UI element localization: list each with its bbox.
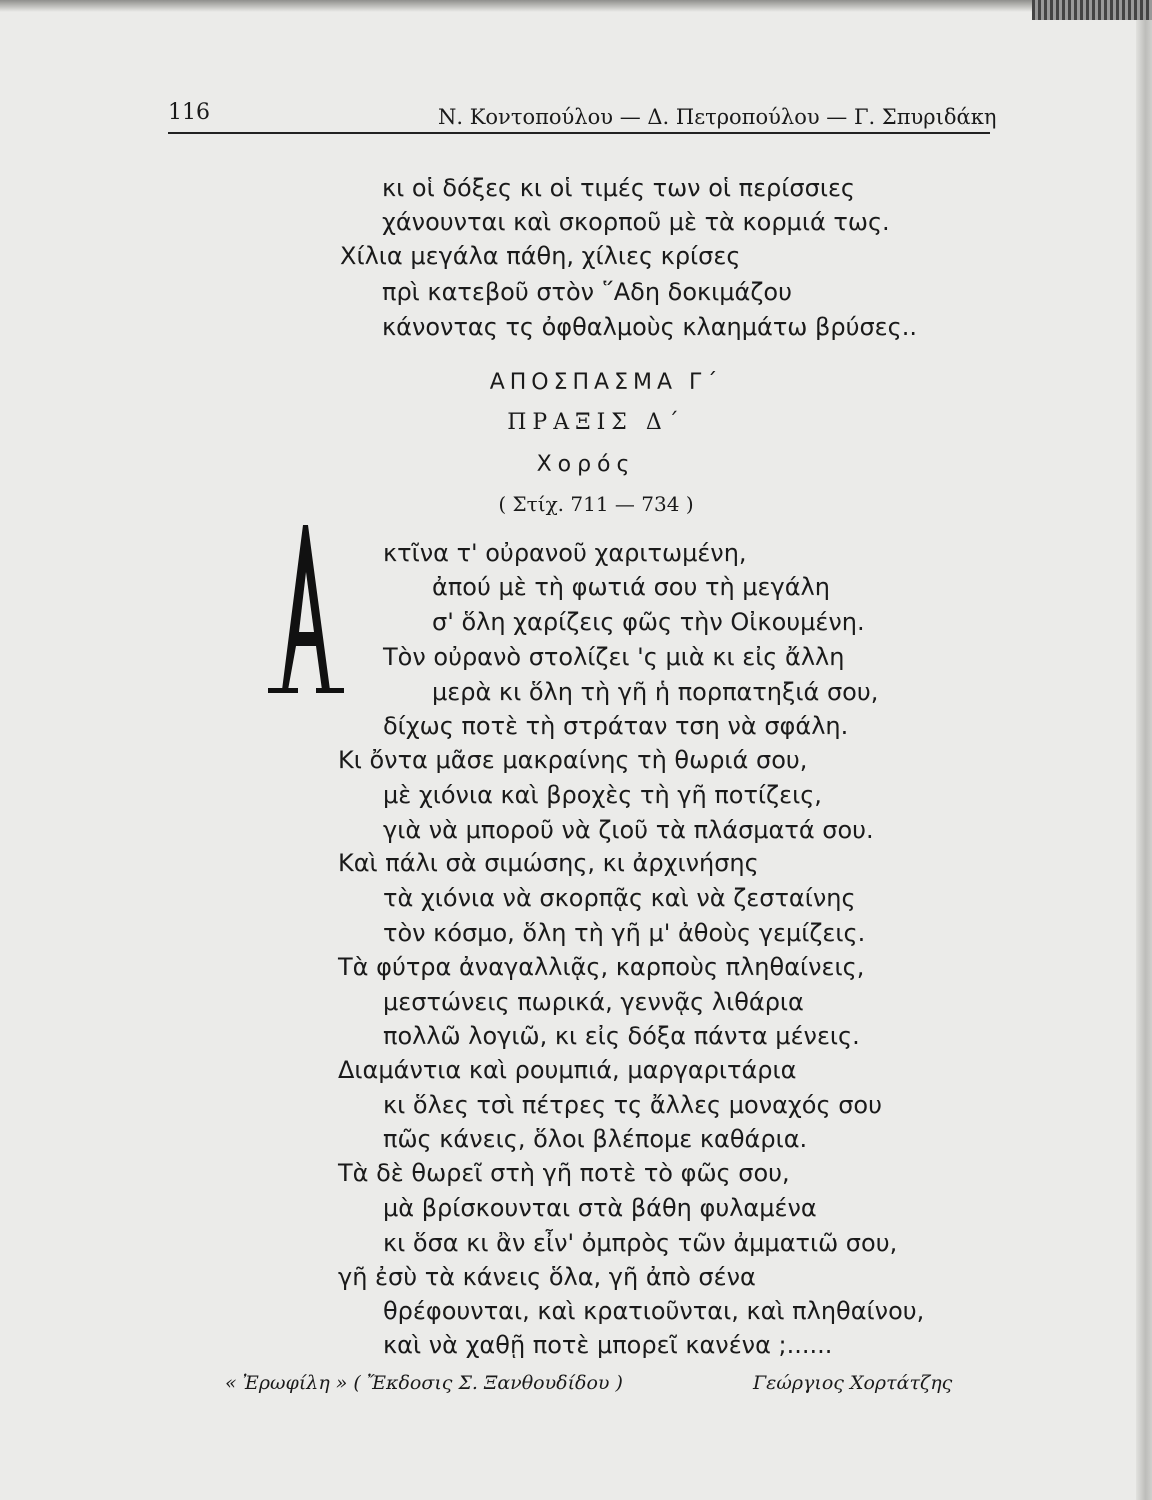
- poem-line: σ' ὅλη χαρίζεις φῶς τὴν Οἰκουμένη.: [432, 608, 865, 636]
- poem-line: τὰ χιόνια νὰ σκορπᾷς καὶ νὰ ζεσταίνης: [383, 884, 856, 912]
- section-heading-choros: Χορός: [536, 452, 636, 477]
- author-name: Γεώργιος Χορτάτζης: [753, 1372, 953, 1394]
- intro-line: χάνουνται καὶ σκορποῦ μὲ τὰ κορμιά τως.: [382, 208, 890, 236]
- poem-line: Καὶ πάλι σὰ σιμώσης, κι ἀρχινήσης: [338, 849, 759, 877]
- poem-line: μερὰ κι ὅλη τὴ γῆ ἡ πορπατηξιά σου,: [432, 678, 879, 706]
- poem-line: κι ὅλες τσὶ πέτρες τς ἄλλες μοναχός σου: [383, 1091, 882, 1119]
- poem-line: ἀπού μὲ τὴ φωτιά σου τὴ μεγάλη: [432, 573, 830, 601]
- intro-line: κι οἱ δόξες κι οἱ τιμές των οἱ περίσσιες: [382, 174, 856, 202]
- header-rule: [168, 132, 990, 134]
- drop-cap-text: Α: [310, 698, 311, 699]
- poem-line: τὸν κόσμο, ὅλη τὴ γῆ μ' ἀθοὺς γεμίζεις.: [383, 919, 866, 947]
- page-top-shadow: [0, 0, 1152, 12]
- verse-range: ( Στίχ. 711 — 734 ): [498, 492, 694, 516]
- source-citation: « Ἐρωφίλη » ( Ἔκδοσις Σ. Ξανθουδίδου ): [225, 1372, 623, 1394]
- poem-line: μεστώνεις πωρικά, γεννᾷς λιθάρια: [383, 988, 804, 1016]
- poem-line: καὶ νὰ χαθῇ ποτὲ μπορεῖ κανένα ;......: [383, 1331, 833, 1359]
- running-head: Ν. Κοντοπούλου — Δ. Πετροπούλου — Γ. Σπυριδάκη: [438, 105, 997, 129]
- poem-line: Τὰ φύτρα ἀναγαλλιᾷς, καρποὺς πληθαίνεις,: [338, 953, 865, 981]
- drop-cap-letter: [266, 520, 354, 700]
- intro-line: Χίλια μεγάλα πάθη, χίλιες κρίσες: [340, 242, 741, 270]
- poem-line: δίχως ποτὲ τὴ στράταν τση νὰ σφάλη.: [383, 712, 849, 740]
- poem-line: Τὰ δὲ θωρεῖ στὴ γῆ ποτὲ τὸ φῶς σου,: [338, 1159, 790, 1187]
- poem-line: Διαμάντια καὶ ρουμπιά, μαργαριτάρια: [338, 1056, 797, 1084]
- intro-line: κάνοντας τς ὀφθαλμοὺς κλαημάτω βρύσες..: [382, 313, 917, 341]
- poem-line: πῶς κάνεις, ὅλοι βλέπομε καθάρια.: [383, 1125, 808, 1153]
- poem-line: μὰ βρίσκουνται στὰ βάθη φυλαμένα: [383, 1194, 817, 1222]
- poem-line: Κι ὄντα μᾶσε μακραίνης τὴ θωριά σου,: [338, 746, 808, 774]
- section-heading-praxis: ΠΡΑΞΙΣ Δ΄: [507, 410, 685, 435]
- poem-line: μὲ χιόνια καὶ βροχὲς τὴ γῆ ποτίζεις,: [383, 781, 822, 809]
- poem-line: Τὸν οὐρανὸ στολίζει 'ς μιὰ κι εἰς ἄλλη: [383, 643, 845, 671]
- page-number: 116: [168, 100, 210, 125]
- intro-line: πρὶ κατεβοῦ στὸν ῞Αδη δοκιμάζου: [382, 278, 793, 306]
- poem-line: θρέφουνται, καὶ κρατιοῦνται, καὶ πληθαίνου,: [383, 1297, 925, 1325]
- poem-line: πολλῶ λογιῶ, κι εἰς δόξα πάντα μένεις.: [383, 1022, 860, 1050]
- poem-line: κτῖνα τ' οὐρανοῦ χαριτωμένη,: [383, 539, 747, 567]
- poem-line: γιὰ νὰ μποροῦ νὰ ζιοῦ τὰ πλάσματά σου.: [383, 816, 874, 844]
- poem-line: κι ὅσα κι ἂν εἶν' ὀμπρὸς τῶν ἀμματιῶ σου,: [383, 1229, 898, 1257]
- section-heading-apospasma: ΑΠΟΣΠΑΣΜΑ Γ΄: [489, 370, 723, 395]
- poem-line: γῆ ἐσὺ τὰ κάνεις ὅλα, γῆ ἀπὸ σένα: [338, 1263, 756, 1291]
- page-edge-shadow: [1136, 0, 1152, 1500]
- page-edge-marks: [1032, 0, 1152, 20]
